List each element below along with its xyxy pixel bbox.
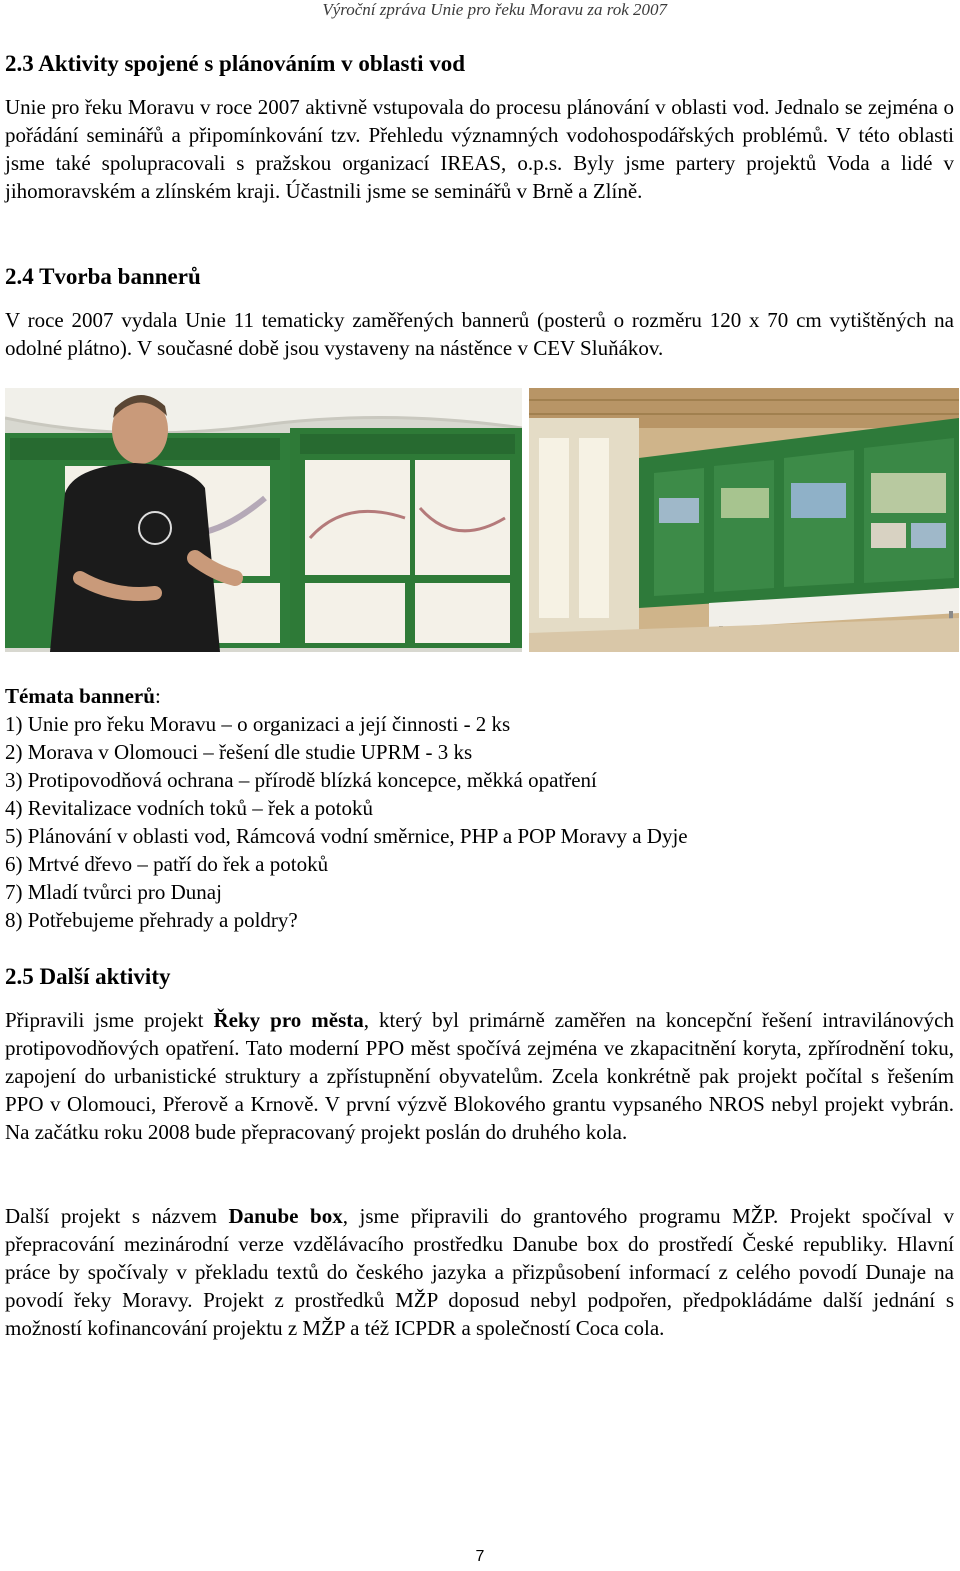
list-item: 4) Revitalizace vodních toků – řek a potoků — [5, 796, 373, 820]
section-2-5-paragraph-2: Další projekt s názvem Danube box, jsme připravili do grantového programu MŽP. Projekt spočíval v přepracování mezinárodní verze vzdělávacího prostředku Danube box do prostředí České republiky. Hlavní práce by spočívaly v překladu textů do českého jazyka a přizpůsobení informací z celého povodí Dunaje na povodí řeky Moravy. Projekt z prostředků MŽP doposud nebyl podpořen, předpokládáme další jednání s možností kofinancování projektu z MŽP a též ICPDR a společností Coca cola. — [5, 1204, 954, 1340]
banner-topics-list — [5, 710, 954, 934]
photo-exhibition-room — [529, 388, 959, 652]
section-2-3-paragraph: Unie pro řeku Moravu v roce 2007 aktivně vstupovala do procesu plánování v oblasti vod. Jednalo se zejména o pořádání seminářů a připomínkování tzv. Přehledu významných vodohospodářských problémů. V této oblasti jsme také spolupracovali s pražskou organizací IREAS, o.p.s. Byly jsme partery projektů Voda a lidé v jihomoravském a zlínském kraji. Účastnili jsme se seminářů v Brně a Zlíně. — [5, 95, 954, 203]
photo-presenter-illustration — [5, 388, 522, 652]
photo-presenter-banners — [5, 388, 522, 652]
section-title-2-4: 2.4 Tvorba bannerů — [5, 264, 201, 289]
project-name-reky-pro-mesta: Řeky pro města — [213, 1008, 364, 1032]
section-2-5-paragraph-1: Připravili jsme projekt Řeky pro města, který byl primárně zaměřen na koncepční řešení intravilánových protipovodňových opatření. Tato moderní PPO měst spočívá zejména ve zkapacitnění koryta, zpřírodnění toku, zapojení do urbanistické struktury a zpřístupnění obyvatelům. Zcela konkrétně pak projekt počítal s řešením PPO v Olomouci, Přerově a Krnově. V první výzvě Blokového grantu vypsaného NROS nebyl projekt vybrán. Na začátku roku 2008 bude přepracovaný projekt poslán do druhého kola. — [5, 1008, 954, 1144]
list-item: 6) Mrtvé dřevo – patří do řek a potoků — [5, 852, 329, 876]
list-item: 1) Unie pro řeku Moravu – o organizaci a její činnosti - 2 ks — [5, 712, 511, 736]
list-item: 2) Morava v Olomouci – řešení dle studie UPRM - 3 ks — [5, 740, 473, 764]
project-name-danube-box: Danube box — [228, 1204, 343, 1228]
running-header: Výroční zpráva Unie pro řeku Moravu za rok 2007 — [322, 0, 667, 19]
photo-exhibition-illustration — [529, 388, 959, 652]
page-number: 7 — [475, 1548, 485, 1565]
section-2-4-paragraph: V roce 2007 vydala Unie 11 tematicky zaměřených bannerů (posterů o rozměru 120 x 70 cm vytištěných na odolné plátno). V současné době jsou vystaveny na nástěnce v CEV Sluňákov. — [5, 308, 954, 360]
list-item: 5) Plánování v oblasti vod, Rámcová vodní směrnice, PHP a POP Moravy a Dyje — [5, 824, 688, 848]
section-title-2-3: 2.3 Aktivity spojené s plánováním v oblasti vod — [5, 51, 466, 76]
banner-topics-heading: Témata bannerů: — [5, 684, 161, 708]
section-title-2-5: 2.5 Další aktivity — [5, 964, 171, 989]
banner-topics — [5, 682, 954, 934]
list-item: 3) Protipovodňová ochrana – přírodě blízká koncepce, měkká opatření — [5, 768, 597, 792]
list-item: 7) Mladí tvůrci pro Dunaj — [5, 880, 222, 904]
list-item: 8) Potřebujeme přehrady a poldry? — [5, 908, 298, 932]
